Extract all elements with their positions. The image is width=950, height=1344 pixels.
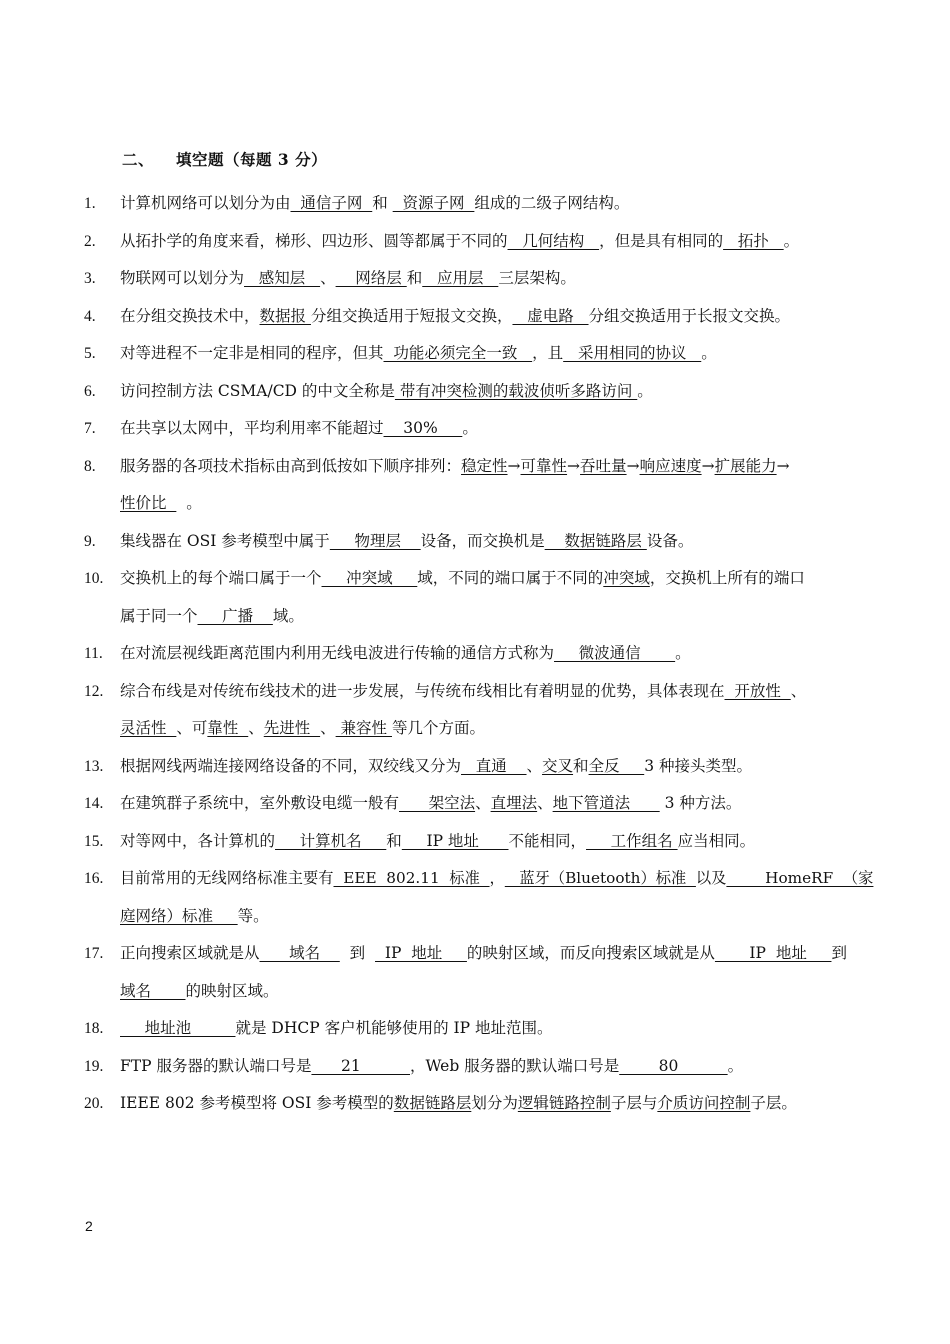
question-text: 、 bbox=[790, 681, 807, 700]
question-text: → bbox=[701, 456, 715, 475]
question-number: 10. bbox=[84, 570, 104, 587]
question-text: 、 bbox=[320, 269, 336, 287]
answer-blank: 直埋法 bbox=[490, 794, 538, 812]
question-number: 15. bbox=[84, 832, 104, 850]
question-text: 组成的二级子网结构。 bbox=[474, 194, 630, 212]
question-text: 。 bbox=[637, 381, 653, 400]
question-text: 在共享以太网中，平均利用率不能超过 bbox=[120, 419, 384, 437]
answer-blank: 21 bbox=[311, 1056, 411, 1075]
question-text: 。 bbox=[462, 419, 478, 437]
question-item bbox=[84, 673, 874, 748]
answer-blank: 稳定性 bbox=[461, 456, 508, 475]
question-text: 综合布线是对传统布线技术的进一步发展，与传统布线相比有着明显的优势，具体表现在 bbox=[120, 681, 725, 700]
question-text: 等。 bbox=[237, 906, 269, 925]
question-number: 8. bbox=[84, 457, 96, 475]
question-text: 和 bbox=[372, 194, 393, 212]
question-text: 。 bbox=[675, 644, 691, 662]
question-number: 20. bbox=[84, 1095, 104, 1112]
question-text: 访问控制方法 CSMA/CD 的中文全称是 bbox=[120, 381, 395, 400]
question-text: ，Web 服务器的默认端口号是 bbox=[410, 1056, 620, 1075]
question-text: 以及 bbox=[695, 869, 727, 887]
section-heading: 填空题（每题 3 分） bbox=[176, 150, 328, 169]
question-text: 。 bbox=[783, 231, 800, 250]
answer-blank: 计算机名 bbox=[275, 831, 387, 850]
question-line bbox=[84, 560, 874, 598]
question-text: 不能相同， bbox=[508, 831, 587, 850]
question-text: 到 bbox=[831, 944, 847, 962]
question-text: 在对流层视线距离范围内利用无线电波进行传输的通信方式称为 bbox=[120, 644, 555, 662]
question-line bbox=[84, 860, 874, 898]
question-item bbox=[84, 223, 874, 261]
question-line bbox=[84, 185, 874, 223]
answer-blank: 蓝牙（Bluetooth）标准 bbox=[504, 869, 696, 887]
question-text: 3 种方法。 bbox=[659, 794, 742, 812]
question-text: 划分为 bbox=[471, 1094, 518, 1112]
question-item bbox=[84, 860, 874, 935]
question-number: 19. bbox=[84, 1057, 104, 1075]
question-text: 的映射区域，而反向搜索区域就是从 bbox=[466, 944, 715, 962]
question-text: 在建筑群子系统中，室外敷设电缆一般有 bbox=[120, 794, 400, 812]
question-line bbox=[84, 373, 874, 411]
question-line bbox=[84, 785, 874, 823]
question-number: 6. bbox=[84, 382, 96, 400]
answer-blank: 交叉 bbox=[542, 756, 574, 775]
answer-blank: 30% bbox=[383, 419, 463, 437]
page-number: 2 bbox=[85, 1218, 93, 1234]
answer-blank: 扩展能力 bbox=[714, 456, 777, 475]
question-text: ， bbox=[489, 869, 505, 887]
question-line bbox=[84, 898, 874, 936]
question-number: 16. bbox=[84, 870, 104, 887]
question-text: 服务器的各项技术指标由高到低按如下顺序排列： bbox=[120, 456, 462, 475]
answer-blank: 冲突域 bbox=[603, 569, 650, 587]
question-text: 三层架构。 bbox=[498, 269, 576, 287]
answer-blank: IP 地址 bbox=[401, 831, 509, 850]
question-line bbox=[84, 635, 874, 673]
question-text: 从拓扑学的角度来看，梯形、四边形、圆等都属于不同的 bbox=[120, 231, 508, 250]
answer-blank: 通信子网 bbox=[290, 194, 373, 212]
answer-blank: 地址池 bbox=[120, 1019, 236, 1037]
question-text: 目前常用的无线网络标准主要有 bbox=[120, 869, 334, 887]
question-line bbox=[84, 710, 874, 748]
answer-blank: 架空法 bbox=[399, 794, 476, 812]
question-item bbox=[84, 560, 874, 635]
question-item bbox=[84, 1010, 874, 1048]
answer-blank: 应用层 bbox=[422, 269, 499, 287]
answer-blank: 可靠性 bbox=[520, 456, 568, 475]
question-item bbox=[84, 373, 874, 411]
question-text: 域，不同的端口属于不同的 bbox=[417, 569, 604, 587]
question-line bbox=[84, 1048, 874, 1086]
question-number: 17. bbox=[84, 945, 104, 962]
question-number: 1. bbox=[84, 195, 96, 212]
question-item bbox=[84, 1085, 874, 1123]
question-text: 、 bbox=[320, 719, 336, 737]
question-text: 属于同一个 bbox=[120, 606, 198, 625]
question-text: 在分组交换技术中， bbox=[120, 306, 260, 325]
question-text: FTP 服务器的默认端口号是 bbox=[120, 1056, 312, 1075]
question-text: 、 bbox=[475, 794, 491, 812]
question-number: 4. bbox=[84, 307, 96, 325]
question-line bbox=[84, 523, 874, 561]
question-line bbox=[84, 485, 874, 523]
answer-blank: 兼容性 bbox=[335, 719, 392, 737]
question-text: 设备。 bbox=[646, 531, 694, 550]
question-text: 应当相同。 bbox=[677, 831, 756, 850]
answer-blank: 采用相同的协议 bbox=[563, 344, 702, 362]
question-number: 7. bbox=[84, 420, 96, 437]
answer-blank: 冲突域 bbox=[321, 569, 418, 587]
question-text: 、 bbox=[526, 756, 543, 775]
question-line bbox=[84, 748, 874, 786]
question-number: 18. bbox=[84, 1020, 104, 1037]
question-item bbox=[84, 823, 874, 861]
question-number: 3. bbox=[84, 270, 96, 287]
question-number: 5. bbox=[84, 345, 96, 362]
answer-blank: 80 bbox=[619, 1056, 728, 1075]
question-text: 和 bbox=[386, 831, 402, 850]
answer-blank: 资源子网 bbox=[392, 194, 475, 212]
answer-blank: 数据链路层 bbox=[393, 1094, 472, 1112]
question-number: 13. bbox=[84, 757, 104, 775]
answer-blank: 拓扑 bbox=[723, 231, 784, 250]
question-text: → bbox=[507, 456, 521, 475]
question-line bbox=[84, 598, 874, 636]
question-text: 到 bbox=[339, 944, 376, 962]
question-text: 。 bbox=[727, 1056, 744, 1075]
answer-blank: 功能必须完全一致 bbox=[383, 344, 533, 362]
question-text: ，但是具有相同的 bbox=[599, 231, 724, 250]
question-line bbox=[84, 935, 874, 973]
question-line bbox=[84, 410, 874, 448]
question-text: → bbox=[776, 456, 790, 475]
question-item bbox=[84, 185, 874, 223]
question-item bbox=[84, 748, 874, 786]
question-text: 的映射区域。 bbox=[185, 981, 279, 1000]
question-item bbox=[84, 410, 874, 448]
question-item bbox=[84, 1048, 874, 1086]
question-text: 分组交换适用于长报文交换。 bbox=[588, 306, 791, 325]
section-number: 二、 bbox=[122, 150, 155, 169]
question-item bbox=[84, 523, 874, 561]
question-text: 根据网线两端连接网络设备的不同，双绞线又分为 bbox=[120, 756, 462, 775]
answer-blank: IP 地址 bbox=[714, 944, 832, 962]
question-text: 域。 bbox=[272, 606, 304, 625]
question-number: 12. bbox=[84, 682, 104, 700]
question-text: 对等网中，各计算机的 bbox=[120, 831, 276, 850]
question-item bbox=[84, 935, 874, 1010]
answer-blank: 吞吐量 bbox=[580, 456, 627, 475]
answer-blank: HomeRF （家 bbox=[726, 869, 874, 887]
question-text: 。 bbox=[701, 344, 717, 362]
question-text: 3 种接头类型。 bbox=[644, 756, 752, 775]
question-text: 、 bbox=[537, 794, 553, 812]
answer-blank: 数据报 bbox=[259, 306, 311, 325]
question-text: → bbox=[626, 456, 640, 475]
question-item bbox=[84, 635, 874, 673]
answer-blank: 数据链路层 bbox=[544, 531, 647, 550]
question-text: 子层与 bbox=[610, 1094, 658, 1112]
question-line bbox=[84, 223, 874, 261]
answer-blank: 庭网络）标准 bbox=[120, 906, 238, 925]
question-text: 和 bbox=[573, 756, 589, 775]
question-text: 物联网可以划分为 bbox=[120, 269, 245, 287]
question-line bbox=[84, 973, 874, 1011]
question-line bbox=[84, 448, 874, 486]
answer-blank: 开放性 bbox=[724, 681, 791, 700]
question-text: 对等进程不一定非是相同的程序，但其 bbox=[120, 344, 384, 362]
answer-blank: 域名 bbox=[259, 944, 340, 962]
answer-blank: 直通 bbox=[461, 756, 527, 775]
question-line bbox=[84, 1010, 874, 1048]
question-text: 分组交换适用于短报文交换， bbox=[310, 306, 513, 325]
question-number: 9. bbox=[84, 532, 96, 550]
question-text: 就是 DHCP 客户机能够使用的 IP 地址范围。 bbox=[235, 1019, 553, 1037]
question-text: 设备，而交换机是 bbox=[420, 531, 545, 550]
question-line bbox=[84, 298, 874, 336]
question-text: 、 bbox=[248, 719, 264, 737]
answer-blank: 几何结构 bbox=[507, 231, 600, 250]
answer-blank: 带有冲突检测的载波侦听多路访问 bbox=[394, 381, 638, 400]
answer-blank: 响应速度 bbox=[639, 456, 702, 475]
question-line bbox=[84, 823, 874, 861]
answer-blank: 工作组名 bbox=[586, 831, 678, 850]
question-item bbox=[84, 335, 874, 373]
question-line bbox=[84, 1085, 874, 1123]
answer-blank: 逻辑链路控制 bbox=[517, 1094, 611, 1112]
answer-blank: IP 地址 bbox=[375, 944, 467, 962]
question-text: 。 bbox=[176, 494, 202, 512]
question-line bbox=[84, 260, 874, 298]
question-text: ，交换机上所有的端口 bbox=[649, 569, 805, 587]
question-item bbox=[84, 448, 874, 523]
question-number: 14. bbox=[84, 795, 104, 812]
answer-blank: EEE 802.11 标准 bbox=[333, 869, 490, 887]
question-line bbox=[84, 335, 874, 373]
question-number: 11. bbox=[84, 645, 103, 662]
question-number: 2. bbox=[84, 232, 96, 250]
answer-blank: 全反 bbox=[588, 756, 645, 775]
question-text: 集线器在 OSI 参考模型中属于 bbox=[120, 531, 330, 550]
answer-blank: 介质访问控制 bbox=[657, 1094, 751, 1112]
question-text: 交换机上的每个端口属于一个 bbox=[120, 569, 322, 587]
answer-blank: 域名 bbox=[120, 981, 186, 1000]
question-text: → bbox=[567, 456, 581, 475]
answer-blank: 虚电路 bbox=[512, 306, 589, 325]
question-text: 正向搜索区域就是从 bbox=[120, 944, 260, 962]
answer-blank: 性价比 bbox=[120, 494, 177, 512]
answer-blank: 灵活性 bbox=[120, 719, 177, 737]
answer-blank: 地下管道法 bbox=[552, 794, 660, 812]
answer-blank: 物理层 bbox=[329, 531, 421, 550]
question-text: 子层。 bbox=[750, 1094, 797, 1112]
question-text: 和 bbox=[406, 269, 423, 287]
answer-blank: 靠性 bbox=[207, 719, 249, 737]
answer-blank: 网络层 bbox=[335, 269, 407, 287]
question-item bbox=[84, 260, 874, 298]
answer-blank: 微波通信 bbox=[554, 644, 676, 662]
answer-blank: 先进性 bbox=[263, 719, 321, 737]
question-item bbox=[84, 785, 874, 823]
answer-blank: 广播 bbox=[197, 606, 273, 625]
question-text: 、可 bbox=[176, 719, 208, 737]
question-item bbox=[84, 298, 874, 336]
question-line bbox=[84, 673, 874, 711]
answer-blank: 感知层 bbox=[244, 269, 321, 287]
question-text: 计算机网络可以划分为由 bbox=[120, 194, 291, 212]
question-text: IEEE 802 参考模型将 OSI 参考模型的 bbox=[120, 1094, 394, 1112]
question-text: 等几个方面。 bbox=[391, 719, 485, 737]
question-text: ，且 bbox=[532, 344, 564, 362]
